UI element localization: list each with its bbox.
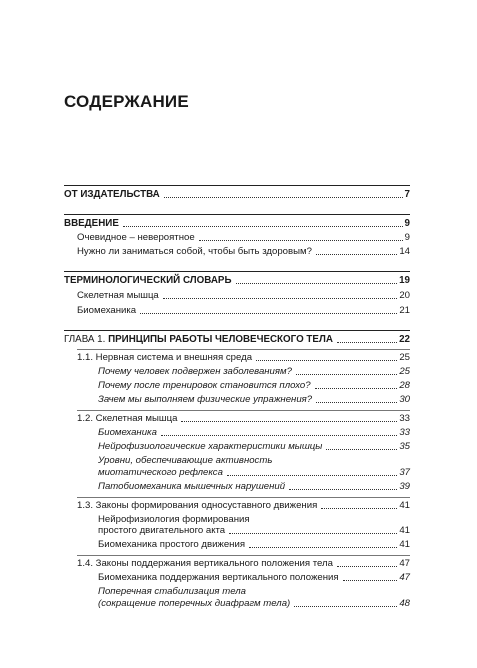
dot-leader [343,580,398,581]
toc-entry-page: 33 [399,413,410,424]
toc-entry-page: 7 [404,189,410,200]
toc-entry-title: 1.3. Законы формирования односуставного движения [77,499,318,511]
toc-entry-title: Биомеханика простого движения [98,539,246,550]
toc-subsection[interactable] [77,555,410,570]
toc-entry-title: ТЕРМИНОЛОГИЧЕСКИЙ СЛОВАРЬ [64,275,232,286]
dot-leader [181,421,397,422]
dot-leader [316,254,397,255]
toc-entry-page: 30 [399,394,410,405]
toc-entry-multiline[interactable] [98,584,410,610]
toc-entry-page: 41 [399,499,410,511]
dot-leader [236,283,398,284]
toc-subsection[interactable] [77,410,410,425]
toc-entry[interactable] [98,425,410,439]
toc-entry[interactable] [98,537,410,551]
toc-entry-title: Биомеханика [98,427,157,438]
toc-subsection-items [77,570,410,610]
toc-subsection-items [77,364,410,406]
toc-entry-title: 1.2. Скелетная мышца [77,413,178,424]
toc-entry[interactable] [64,186,410,201]
toc-section-glossary [64,271,410,317]
toc-entry[interactable] [77,287,410,302]
toc-entry-line2 [98,525,410,537]
toc-subentries [64,287,410,317]
toc-entry[interactable] [77,302,410,317]
toc-entry[interactable] [64,272,410,287]
toc-entry-title: Почему человек подвержен заболеваниям? [98,366,292,377]
dot-leader [321,508,397,509]
toc-entry-title: Нейрофизиологические характеристики мышцы [98,441,323,452]
toc-subsection[interactable] [77,349,410,364]
page-title: СОДЕРЖАНИЕ [64,92,189,111]
toc-entry-page: 25 [399,366,410,377]
toc-entry[interactable] [98,378,410,392]
toc-entry-title: Биомеханика [77,305,137,316]
toc-chapter-1 [64,330,410,610]
toc-chapter-subsections [64,349,410,610]
toc-section-introduction [64,214,410,258]
toc-subentries [64,230,410,258]
chapter-title: ПРИНЦИПЫ РАБОТЫ ЧЕЛОВЕЧЕСКОГО ТЕЛА [108,334,333,345]
dot-leader [316,402,397,403]
table-of-contents [64,185,410,610]
toc-entry[interactable] [64,215,410,230]
toc-entry-title: Очевидное – невероятное [77,232,195,243]
toc-entry-title: Скелетная мышца [77,290,159,301]
dot-leader [161,435,397,436]
dot-leader [249,547,397,548]
dot-leader [140,313,397,314]
toc-entry-line2 [98,467,410,479]
toc-subsection-items [77,425,410,493]
toc-entry-page: 37 [399,466,410,478]
dot-leader [337,566,397,567]
toc-section-publisher [64,185,410,201]
toc-entry-page: 39 [399,480,410,492]
toc-chapter-entry[interactable] [64,331,410,346]
toc-entry-page: 47 [399,558,410,569]
dot-leader [164,197,403,198]
dot-leader [256,360,397,361]
toc-entry-title: Биомеханика поддержания вертикального положения [98,572,339,583]
toc-entry-page: 33 [399,427,410,438]
toc-entry-title-line2: простого двигательного акта [98,525,226,536]
toc-entry-page: 9 [404,218,410,229]
toc-entry-title: ОТ ИЗДАТЕЛЬСТВА [64,189,160,200]
toc-entry[interactable] [98,439,410,453]
toc-entry-title-line2: миотатического рефлекса [98,466,223,478]
toc-entry-title-line1: Уровни, обеспечивающие активность [98,455,273,466]
toc-entry-title: Почему после тренировок становится плохо? [98,380,311,391]
toc-entry-page: 14 [399,246,410,257]
toc-chapter-title [64,334,335,346]
toc-entry-title: 1.4. Законы поддержания вертикального положения тела [77,558,333,569]
toc-entry-page: 41 [399,525,410,536]
toc-entry-title: Нужно ли заниматься собой, чтобы быть здоровым? [77,246,312,257]
chapter-prefix: ГЛАВА 1. [64,334,106,345]
toc-entry-page: 47 [399,572,410,583]
dot-leader [294,606,397,607]
dot-leader [337,342,397,343]
toc-entry-title-line1: Поперечная стабилизация тела [98,586,246,597]
toc-entry-line2 [98,598,410,610]
toc-entry-page: 41 [399,539,410,550]
toc-subsection-items [77,512,410,552]
toc-entry-page: 20 [399,290,410,301]
toc-entry-title: Зачем мы выполняем физические упражнения? [98,394,313,405]
toc-subsection[interactable] [77,497,410,512]
dot-leader [326,449,397,450]
toc-entry[interactable] [77,244,410,258]
dot-leader [315,388,398,389]
toc-entry-page: 21 [399,305,410,316]
dot-leader [199,240,403,241]
toc-entry[interactable] [98,364,410,378]
dot-leader [296,374,397,375]
toc-entry[interactable] [98,392,410,406]
toc-entry-page: 19 [399,275,410,286]
toc-entry-page: 22 [399,334,410,345]
toc-entry-page: 48 [399,597,410,609]
toc-entry-title: ВВЕДЕНИЕ [64,218,119,229]
toc-entry-page: 28 [399,380,410,391]
toc-entry[interactable] [98,570,410,584]
toc-entry[interactable] [98,479,410,493]
dot-leader [229,533,397,534]
toc-entry-page: 25 [399,352,410,363]
toc-entry[interactable] [77,230,410,244]
toc-entry-page: 9 [404,232,410,243]
toc-entry-title: Патобиомеханика мышечных нарушений [98,480,286,492]
toc-entry-title-line2: (сокращение поперечных диафрагм тела) [98,597,291,609]
dot-leader [289,489,397,490]
dot-leader [123,226,403,227]
dot-leader [227,475,397,476]
toc-entry-title-line1: Нейрофизиология формирования [98,513,250,525]
toc-entry-multiline[interactable] [98,512,410,538]
toc-entry-multiline[interactable] [98,453,410,479]
dot-leader [163,298,398,299]
toc-entry-page: 35 [399,441,410,452]
toc-entry-title: 1.1. Нервная система и внешняя среда [77,352,253,363]
